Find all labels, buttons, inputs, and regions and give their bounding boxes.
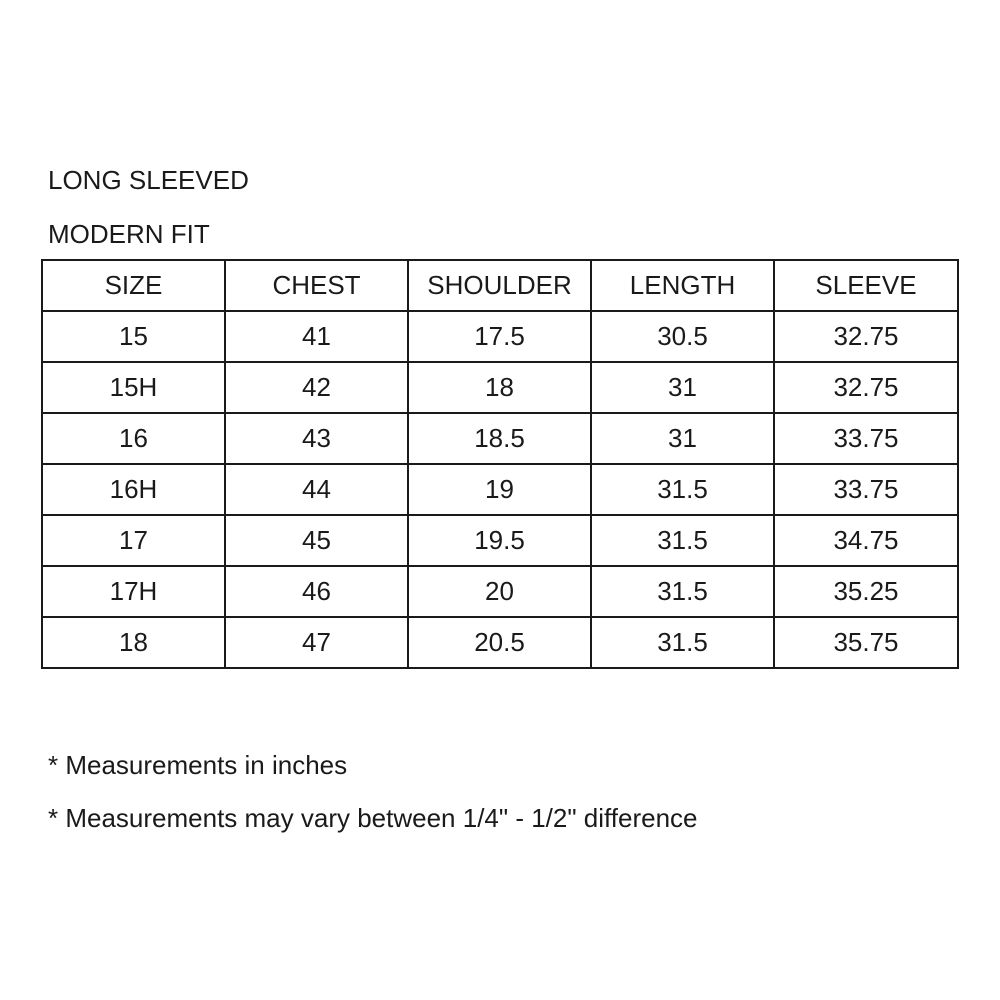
cell-sleeve: 34.75 xyxy=(774,515,958,566)
table-row xyxy=(42,515,958,566)
table-row xyxy=(42,566,958,617)
table-row xyxy=(42,311,958,362)
table-row xyxy=(42,413,958,464)
cell-shoulder: 17.5 xyxy=(408,311,591,362)
cell-size: 16H xyxy=(42,464,225,515)
cell-chest: 43 xyxy=(225,413,408,464)
cell-sleeve: 33.75 xyxy=(774,464,958,515)
cell-length: 31 xyxy=(591,413,774,464)
cell-sleeve: 32.75 xyxy=(774,362,958,413)
column-header-shoulder: SHOULDER xyxy=(408,260,591,311)
table-header-row xyxy=(42,260,958,311)
cell-length: 30.5 xyxy=(591,311,774,362)
cell-chest: 45 xyxy=(225,515,408,566)
title-long-sleeved: LONG SLEEVED xyxy=(48,165,249,195)
cell-shoulder: 20.5 xyxy=(408,617,591,668)
cell-chest: 41 xyxy=(225,311,408,362)
cell-chest: 47 xyxy=(225,617,408,668)
cell-shoulder: 19.5 xyxy=(408,515,591,566)
title-modern-fit: MODERN FIT xyxy=(48,219,210,249)
cell-shoulder: 18 xyxy=(408,362,591,413)
note-measurements-in-inches: * Measurements in inches xyxy=(48,750,348,780)
table-row xyxy=(42,617,958,668)
column-header-length: LENGTH xyxy=(591,260,774,311)
cell-shoulder: 20 xyxy=(408,566,591,617)
note-measurement-variance: * Measurements may vary between 1/4" - 1/2" difference xyxy=(48,803,698,833)
cell-size: 17 xyxy=(42,515,225,566)
cell-sleeve: 33.75 xyxy=(774,413,958,464)
cell-size: 15H xyxy=(42,362,225,413)
cell-length: 31.5 xyxy=(591,515,774,566)
cell-size: 15 xyxy=(42,311,225,362)
column-header-sleeve: SLEEVE xyxy=(774,260,958,311)
cell-size: 18 xyxy=(42,617,225,668)
cell-sleeve: 35.75 xyxy=(774,617,958,668)
column-header-chest: CHEST xyxy=(225,260,408,311)
cell-length: 31.5 xyxy=(591,566,774,617)
cell-size: 16 xyxy=(42,413,225,464)
cell-chest: 42 xyxy=(225,362,408,413)
size-chart-table xyxy=(41,259,959,669)
table-row xyxy=(42,362,958,413)
cell-chest: 44 xyxy=(225,464,408,515)
cell-chest: 46 xyxy=(225,566,408,617)
column-header-size: SIZE xyxy=(42,260,225,311)
cell-shoulder: 19 xyxy=(408,464,591,515)
table-row xyxy=(42,464,958,515)
cell-sleeve: 32.75 xyxy=(774,311,958,362)
cell-length: 31.5 xyxy=(591,464,774,515)
cell-length: 31.5 xyxy=(591,617,774,668)
cell-length: 31 xyxy=(591,362,774,413)
cell-sleeve: 35.25 xyxy=(774,566,958,617)
cell-shoulder: 18.5 xyxy=(408,413,591,464)
cell-size: 17H xyxy=(42,566,225,617)
